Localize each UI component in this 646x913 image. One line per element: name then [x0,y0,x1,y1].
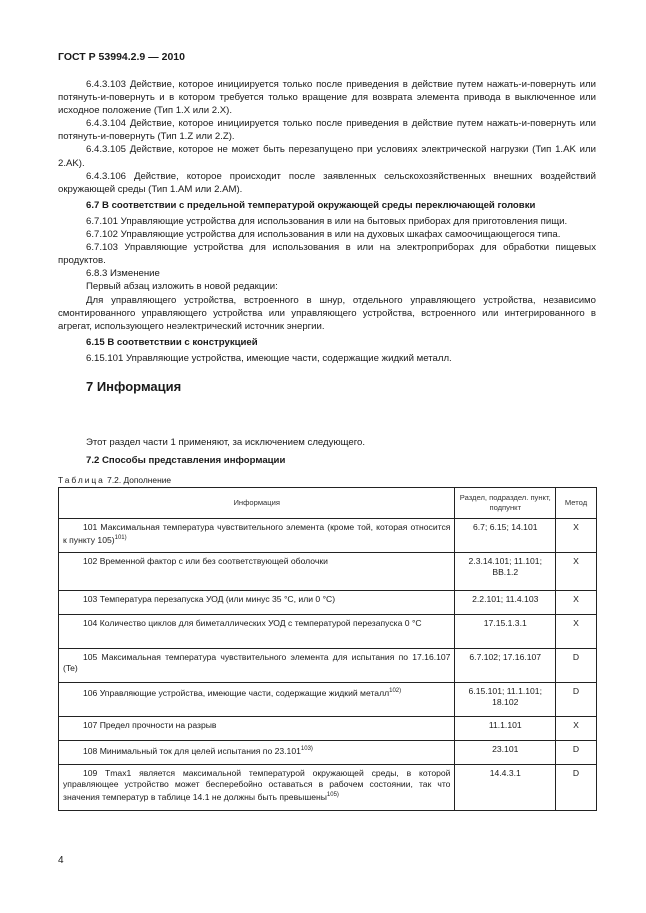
section-cell: 2.2.101; 11.4.103 [455,591,556,615]
section-cell: 6.7.102; 17.16.107 [455,649,556,683]
column-header-method: Метод [556,488,597,519]
section-cell: 11.1.101 [455,717,556,741]
table-row [59,649,597,683]
subsection-heading: 7.2 Способы представления информации [86,455,286,467]
info-cell: 108 Минимальный ток для целей испытания по 23.101$^{103)}$ [59,741,455,765]
document-header: ГОСТ Р 53994.2.9 — 2010 [58,51,185,63]
table-row [59,683,597,717]
paragraph: 6.7.101 Управляющие устройства для использования в или на бытовых приборах для приготовления пищи. [86,215,568,227]
paragraph: 6.4.3.105 Действие, которое не может быть перезапущено при условиях электрической нагрузки (Тип 1.AK или 2.AK). [58,144,596,169]
paragraph: 6.8.3 Изменение [86,268,160,280]
section-body [58,436,596,467]
method-cell: D [556,683,597,717]
table-row [59,717,597,741]
method-cell: D [556,649,597,683]
page-number: 4 [58,855,64,866]
info-cell: 103 Температура перезапуска УОД (или минус 35 °С, или 0 °С) [59,591,455,615]
subsection-heading: 6.15 В соответствии с конструкцией [86,336,258,348]
method-cell: X [556,615,597,649]
column-header-info: Информация [59,488,455,519]
table-caption-prefix: Таблица [58,475,105,485]
table-row [59,519,597,553]
paragraph: 6.7.103 Управляющие устройства для использования в или на электроприборах для обработки пищевых продуктов. [58,242,596,267]
section-cell: 23.101 [455,741,556,765]
method-cell: X [556,553,597,591]
table-caption-rest: 7.2. Дополнение [104,475,172,485]
method-cell: X [556,717,597,741]
section-intro: Этот раздел части 1 применяют, за исключением следующего. [86,437,366,448]
info-cell: 107 Предел прочности на разрыв [59,717,455,741]
section-cell: 14.4.3.1 [455,765,556,811]
method-cell: X [556,591,597,615]
table-caption [58,475,171,485]
paragraph: Для управляющего устройства, встроенного в шнур, отдельного управляющего устройства, независимо смонтированного управляющего устройства или управляющего устройства, встроенного или интегрированного в агрегат, использующего неэлектрический источник энергии. [58,294,596,332]
info-cell: 101 Максимальная температура чувствительного элемента (кроме той, которая относится к пункту 105)$^{101)}$ [59,519,455,553]
info-table [58,487,597,811]
table-row [59,765,597,811]
paragraph: 6.4.3.103 Действие, которое инициируется только после приведения в действие путем нажать-и-повернуть или потянуть-и-повернуть и в котором требуется только вращение для возврата элемента привода в выключенное или исходное положение (Тип 1.X или 2.X). [58,79,596,117]
table-row [59,741,597,765]
body-text [58,78,596,365]
subsection-heading: 6.7 В соответствии с предельной температурой окружающей среды переключающей головки [86,199,536,211]
section-title: 7 Информация [86,379,182,394]
paragraph: 6.7.102 Управляющие устройства для использования в или на духовых шкафах самоочищающегося типа. [86,229,561,241]
table-row [59,615,597,649]
section-cell: 2.3.14.101; 11.101; BB.1.2 [455,553,556,591]
paragraph: 6.4.3.104 Действие, которое инициируется только после приведения в действие путем нажать-и-повернуть или потянуть-и-повернуть (Тип 1.Z или 2.Z). [58,118,596,143]
paragraph: 6.4.3.106 Действие, которое происходит после заявленных сельскохозяйственных внешних воздействий окружающей среды (Тип 1.AM или 2.AM). [58,170,596,195]
column-header-section: Раздел, подраздел. пункт, подпункт [455,488,556,519]
section-cell: 17.15.1.3.1 [455,615,556,649]
paragraph: 6.15.101 Управляющие устройства, имеющие части, содержащие жидкий металл. [86,352,452,364]
info-cell: 109 Tmax1 является максимальной температурой окружающей среды, в которой управляющее устройство может бесперебойно оставаться в рабочем состоянии, так что значения температур в таблице 14.1 не должны быть превышены$^{105)}$ [59,765,455,811]
info-cell: 105 Максимальная температура чувствительного элемента для испытания по 17.16.107 (Te) [59,649,455,683]
table-header-row [59,488,597,519]
paragraph: Первый абзац изложить в новой редакции: [86,281,278,293]
info-cell: 104 Количество циклов для биметаллических УОД с температурой перезапуска 0 °С [59,615,455,649]
section-cell: 6.15.101; 11.1.101; 18.102 [455,683,556,717]
table-row [59,553,597,591]
method-cell: D [556,765,597,811]
info-cell: 106 Управляющие устройства, имеющие части, содержащие жидкий металл$^{102)}$ [59,683,455,717]
table-row [59,591,597,615]
info-cell: 102 Временной фактор с или без соответствующей оболочки [59,553,455,591]
method-cell: D [556,741,597,765]
section-cell: 6.7; 6.15; 14.101 [455,519,556,553]
method-cell: X [556,519,597,553]
